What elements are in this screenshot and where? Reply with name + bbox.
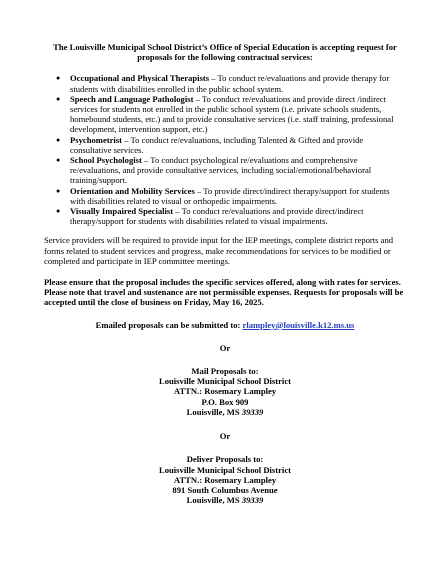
list-item bbox=[56, 155, 406, 186]
deliver-zip: 39339 bbox=[241, 495, 264, 506]
deliver-title: Deliver Proposals to: bbox=[186, 454, 264, 465]
email-label: Emailed proposals can be submitted to: bbox=[95, 319, 243, 330]
service-description: – To conduct re/evaluations, including Talented & Gifted and provide consultative services. bbox=[70, 134, 364, 155]
deliver-city-line bbox=[44, 495, 406, 505]
bullet-icon: ● bbox=[56, 94, 61, 103]
mail-attn: ATTN.: Rosemary Lampley bbox=[173, 386, 277, 397]
service-description: – To conduct re/evaluations and provide direct/indirect therapy/support for students with disabilities related to visual impairments. bbox=[70, 206, 364, 227]
service-description: – To conduct re/evaluations and provide therapy for students with disabilities enrolled in the public school system. bbox=[70, 73, 390, 94]
service-description: – To conduct psychological re/evaluations and comprehensive re/evaluations, and provide consultative services, including social/emotional/behavioral training/support. bbox=[70, 155, 372, 186]
deliver-attn: ATTN.: Rosemary Lampley bbox=[173, 474, 277, 485]
bullet-icon: ● bbox=[56, 186, 61, 195]
email-link[interactable]: rlampley@louisville.k12.ms.us bbox=[242, 319, 355, 330]
list-item bbox=[56, 134, 406, 155]
mail-zip: 39339 bbox=[241, 406, 264, 417]
providers-paragraph: Service providers will be required to provide input for the IEP meetings, complete district reports and forms related to student services and progress, make recommendations for services to be modified or completed and participate in IEP committee meetings. bbox=[44, 235, 394, 266]
bullet-icon: ● bbox=[56, 135, 61, 144]
mail-street: P.O. Box 909 bbox=[201, 396, 249, 407]
bullet-icon: ● bbox=[56, 74, 61, 83]
mail-district: Louisville Municipal School District bbox=[158, 376, 291, 387]
document-heading: The Louisville Municipal School District’s Office of Special Education is accepting request for proposals for the following contractual services: bbox=[53, 42, 397, 63]
list-item bbox=[56, 206, 406, 227]
deliver-district: Louisville Municipal School District bbox=[158, 464, 291, 475]
mail-address-block bbox=[44, 366, 406, 417]
service-title: Speech and Language Pathologist bbox=[70, 93, 194, 104]
service-title: Visually Impaired Specialist bbox=[70, 206, 174, 217]
mail-city: Louisville, MS bbox=[186, 406, 242, 417]
list-item bbox=[56, 73, 406, 94]
service-title: Psychometrist bbox=[70, 134, 123, 145]
list-item bbox=[56, 185, 406, 206]
deliver-city: Louisville, MS bbox=[186, 495, 242, 506]
service-description: – To conduct re/evaluations and provide direct /indirect services for students not enrolled in the public school system (i.e. private schools students, homebound students, etc.) and to provide consultative services (i.e. staff training, professional development, intervention support, etc.) bbox=[70, 93, 394, 135]
service-title: School Psychologist bbox=[70, 155, 142, 166]
deliver-address-block bbox=[44, 454, 406, 505]
rfp-document bbox=[44, 42, 406, 519]
mail-title: Mail Proposals to: bbox=[191, 366, 259, 377]
or-separator: Or bbox=[219, 431, 231, 442]
or-separator: Or bbox=[219, 342, 231, 353]
bullet-icon: ● bbox=[56, 156, 61, 165]
service-title: Orientation and Mobility Services bbox=[70, 185, 195, 196]
email-line bbox=[44, 320, 406, 330]
notice-paragraph: Please ensure that the proposal includes the specific services offered, along with rates for services. Please note that travel and sustenance are not permissible expenses. Requests for proposals will be accepted until the close of business on Friday, May 16, 2025. bbox=[44, 277, 404, 308]
bullet-icon: ● bbox=[56, 207, 61, 216]
mail-city-line bbox=[44, 407, 406, 417]
deliver-street: 891 South Columbus Avenue bbox=[172, 484, 278, 495]
list-item bbox=[56, 93, 406, 135]
services-list bbox=[44, 73, 406, 226]
service-description: – To provide direct/indirect therapy/support for students with disabilities related to visual or orthopedic impairments. bbox=[70, 185, 390, 206]
service-title: Occupational and Physical Therapists bbox=[70, 73, 210, 84]
